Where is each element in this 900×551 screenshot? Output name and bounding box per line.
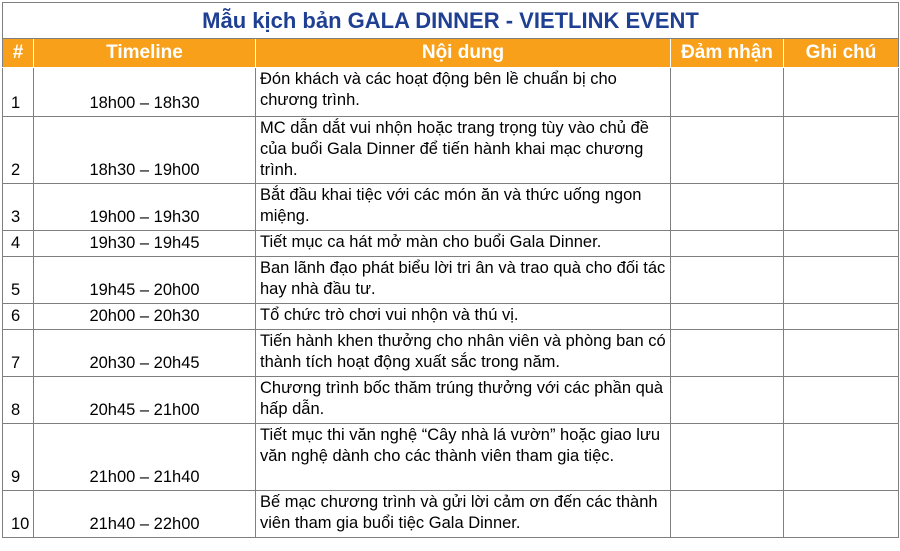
- table-row: [3, 184, 899, 231]
- row-content: Chương trình bốc thăm trúng thưởng với các phần quà hấp dẫn.: [256, 377, 671, 424]
- row-assignee-cell[interactable]: [671, 491, 784, 538]
- row-timeline: 20h00 – 20h30: [34, 304, 256, 330]
- header-timeline: Timeline: [34, 39, 256, 68]
- table-row: [3, 231, 899, 257]
- row-note-cell[interactable]: [784, 257, 899, 304]
- row-content: Tổ chức trò chơi vui nhộn và thú vị.: [256, 304, 671, 330]
- table-row: [3, 257, 899, 304]
- row-note-cell[interactable]: [784, 304, 899, 330]
- row-note-cell[interactable]: [784, 377, 899, 424]
- row-assignee-cell[interactable]: [671, 184, 784, 231]
- header-num: #: [3, 39, 34, 68]
- row-note-cell[interactable]: [784, 424, 899, 491]
- row-number: 2: [3, 117, 34, 184]
- header-content: Nội dung: [256, 39, 671, 68]
- page-title: Mẫu kịch bản GALA DINNER - VIETLINK EVENT: [3, 3, 899, 39]
- row-number: 4: [3, 231, 34, 257]
- table-row: [3, 304, 899, 330]
- row-note-cell[interactable]: [784, 330, 899, 377]
- title-row: [3, 3, 899, 39]
- row-timeline: 19h45 – 20h00: [34, 257, 256, 304]
- row-note-cell[interactable]: [784, 68, 899, 117]
- row-number: 1: [3, 68, 34, 117]
- row-number: 5: [3, 257, 34, 304]
- row-content: Bế mạc chương trình và gửi lời cảm ơn đến các thành viên tham gia buổi tiệc Gala Dinner.: [256, 491, 671, 538]
- row-content: Tiết mục thi văn nghệ “Cây nhà lá vườn” hoặc giao lưu văn nghệ dành cho các thành viên tham gia tiệc.: [256, 424, 671, 491]
- row-number: 10: [3, 491, 34, 538]
- row-assignee-cell[interactable]: [671, 304, 784, 330]
- header-note: Ghi chú: [784, 39, 899, 68]
- row-content: Tiết mục ca hát mở màn cho buổi Gala Dinner.: [256, 231, 671, 257]
- row-content: Tiến hành khen thưởng cho nhân viên và phòng ban có thành tích hoạt động xuất sắc trong năm.: [256, 330, 671, 377]
- gala-dinner-schedule-sheet: [2, 2, 898, 538]
- row-number: 3: [3, 184, 34, 231]
- row-number: 6: [3, 304, 34, 330]
- row-content: Ban lãnh đạo phát biểu lời tri ân và trao quà cho đối tác hay nhà đầu tư.: [256, 257, 671, 304]
- row-assignee-cell[interactable]: [671, 68, 784, 117]
- table-row: [3, 491, 899, 538]
- row-number: 9: [3, 424, 34, 491]
- header-row: [3, 39, 899, 68]
- table-row: [3, 330, 899, 377]
- row-timeline: 18h30 – 19h00: [34, 117, 256, 184]
- row-timeline: 20h30 – 20h45: [34, 330, 256, 377]
- row-timeline: 21h00 – 21h40: [34, 424, 256, 491]
- row-assignee-cell[interactable]: [671, 377, 784, 424]
- row-number: 7: [3, 330, 34, 377]
- row-note-cell[interactable]: [784, 231, 899, 257]
- row-content: Bắt đầu khai tiệc với các món ăn và thức uống ngon miệng.: [256, 184, 671, 231]
- row-timeline: 21h40 – 22h00: [34, 491, 256, 538]
- table-row: [3, 377, 899, 424]
- row-assignee-cell[interactable]: [671, 257, 784, 304]
- table-row: [3, 117, 899, 184]
- row-number: 8: [3, 377, 34, 424]
- row-note-cell[interactable]: [784, 184, 899, 231]
- row-timeline: 18h00 – 18h30: [34, 68, 256, 117]
- row-assignee-cell[interactable]: [671, 330, 784, 377]
- row-note-cell[interactable]: [784, 491, 899, 538]
- table-row: [3, 424, 899, 491]
- row-timeline: 19h30 – 19h45: [34, 231, 256, 257]
- schedule-rows: [3, 68, 899, 538]
- row-note-cell[interactable]: [784, 117, 899, 184]
- row-assignee-cell[interactable]: [671, 231, 784, 257]
- table-row: [3, 68, 899, 117]
- header-assignee: Đảm nhận: [671, 39, 784, 68]
- row-timeline: 20h45 – 21h00: [34, 377, 256, 424]
- row-assignee-cell[interactable]: [671, 117, 784, 184]
- schedule-table: [2, 2, 899, 538]
- row-content: Đón khách và các hoạt động bên lề chuẩn bị cho chương trình.: [256, 68, 671, 117]
- row-timeline: 19h00 – 19h30: [34, 184, 256, 231]
- row-content: MC dẫn dắt vui nhộn hoặc trang trọng tùy vào chủ đề của buổi Gala Dinner để tiến hành khai mạc chương trình.: [256, 117, 671, 184]
- row-assignee-cell[interactable]: [671, 424, 784, 491]
